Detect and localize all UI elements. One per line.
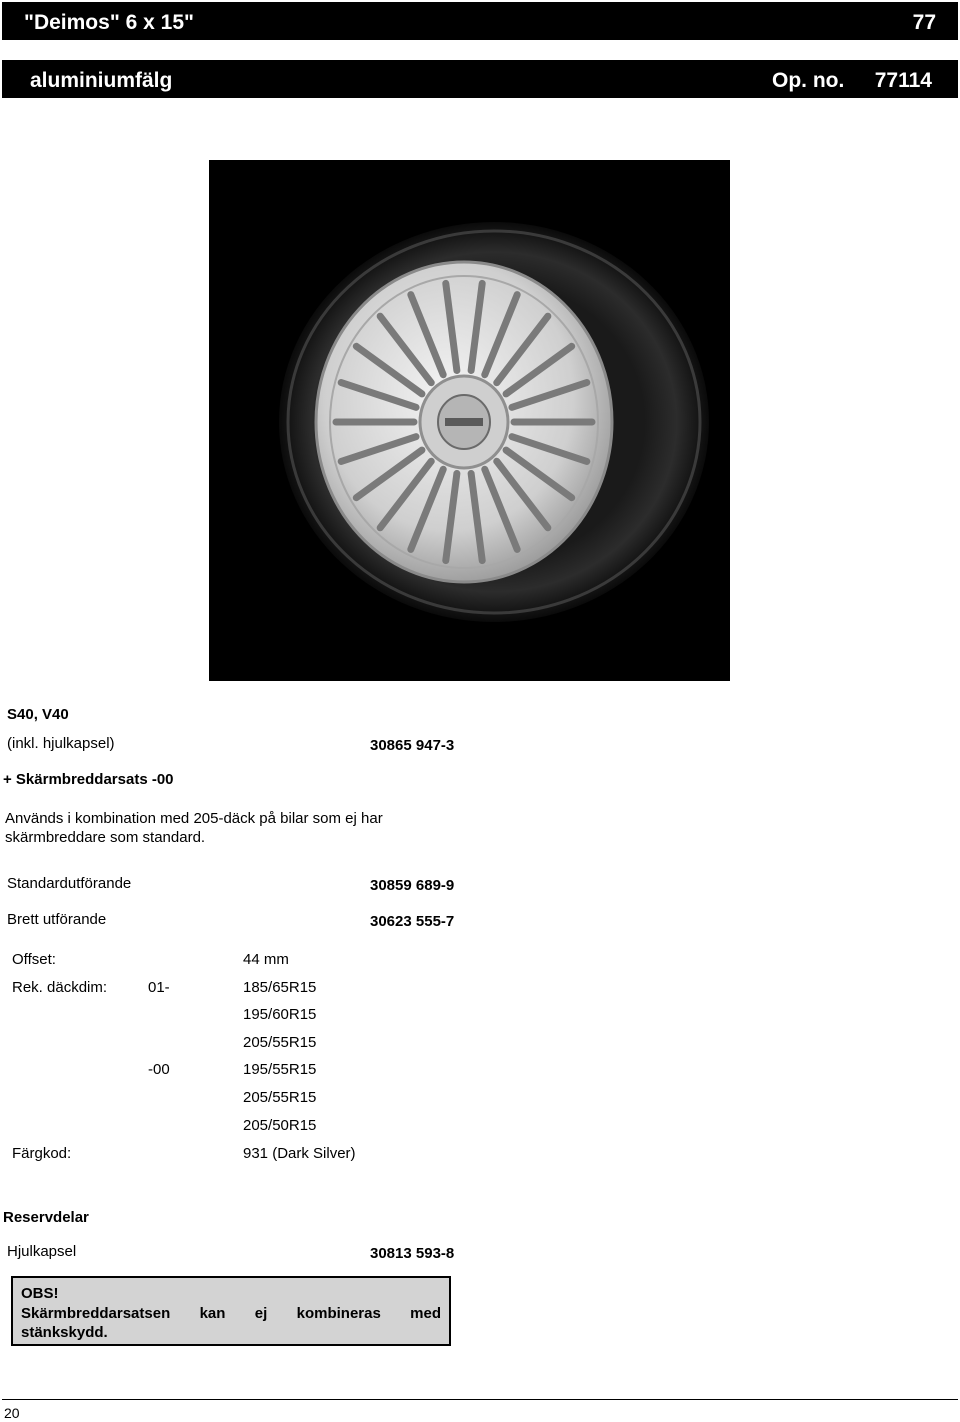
note-word: ej <box>254 1305 268 1322</box>
note-title: OBS! <box>21 1285 59 1302</box>
spare-part-number: 30813 593-8 <box>370 1245 455 1262</box>
product-subtitle: aluminiumfälg <box>30 69 173 92</box>
variant-label: Brett utförande <box>7 911 107 928</box>
description-line-2: skärmbreddare som standard. <box>5 829 206 846</box>
title-bar <box>2 2 958 40</box>
tire-size: 205/55R15 <box>243 1034 317 1051</box>
addon-kit: + Skärmbreddarsats -00 <box>3 771 174 788</box>
tire-size: 185/65R15 <box>243 979 317 996</box>
wheel-photo <box>209 160 730 681</box>
tire-year: -00 <box>148 1061 170 1078</box>
op-number: 77114 <box>874 69 932 92</box>
product-title: "Deimos" 6 x 15" <box>24 11 194 34</box>
wheel-illustration <box>209 160 730 681</box>
spare-parts-heading: Reservdelar <box>3 1209 89 1226</box>
tire-year: 01- <box>148 979 170 996</box>
tire-size: 205/55R15 <box>243 1089 317 1106</box>
op-label: Op. no. <box>772 69 845 92</box>
variant-part-number: 30859 689-9 <box>370 877 455 894</box>
spare-part-label: Hjulkapsel <box>7 1243 77 1260</box>
tire-size: 205/50R15 <box>243 1117 317 1134</box>
models: S40, V40 <box>7 706 69 723</box>
note-line-2: stänkskydd. <box>21 1324 108 1341</box>
kit-description: (inkl. hjulkapsel) <box>7 735 115 752</box>
footer-divider <box>2 1399 958 1400</box>
offset-label: Offset: <box>12 951 56 968</box>
color-label: Färgkod: <box>12 1145 72 1162</box>
page-group-number: 77 <box>912 11 936 34</box>
description-line-1: Används i kombination med 205-däck på bilar som ej har <box>5 810 383 827</box>
note-word: kombineras <box>296 1305 381 1322</box>
warning-note <box>11 1276 451 1346</box>
variant-part-number: 30623 555-7 <box>370 913 455 930</box>
color-value: 931 (Dark Silver) <box>243 1145 356 1162</box>
offset-value: 44 mm <box>243 951 289 968</box>
note-word: kan <box>199 1305 226 1322</box>
tire-size: 195/55R15 <box>243 1061 317 1078</box>
subtitle-bar <box>2 60 958 98</box>
note-word: med <box>410 1305 441 1322</box>
note-word: Skärmbreddarsatsen <box>21 1305 171 1322</box>
variant-label: Standardutförande <box>7 875 132 892</box>
kit-part-number: 30865 947-3 <box>370 737 455 754</box>
note-line-1 <box>21 1305 441 1322</box>
tire-dim-label: Rek. däckdim: <box>12 979 108 996</box>
tire-size: 195/60R15 <box>243 1006 317 1023</box>
page-number: 20 <box>4 1405 20 1421</box>
